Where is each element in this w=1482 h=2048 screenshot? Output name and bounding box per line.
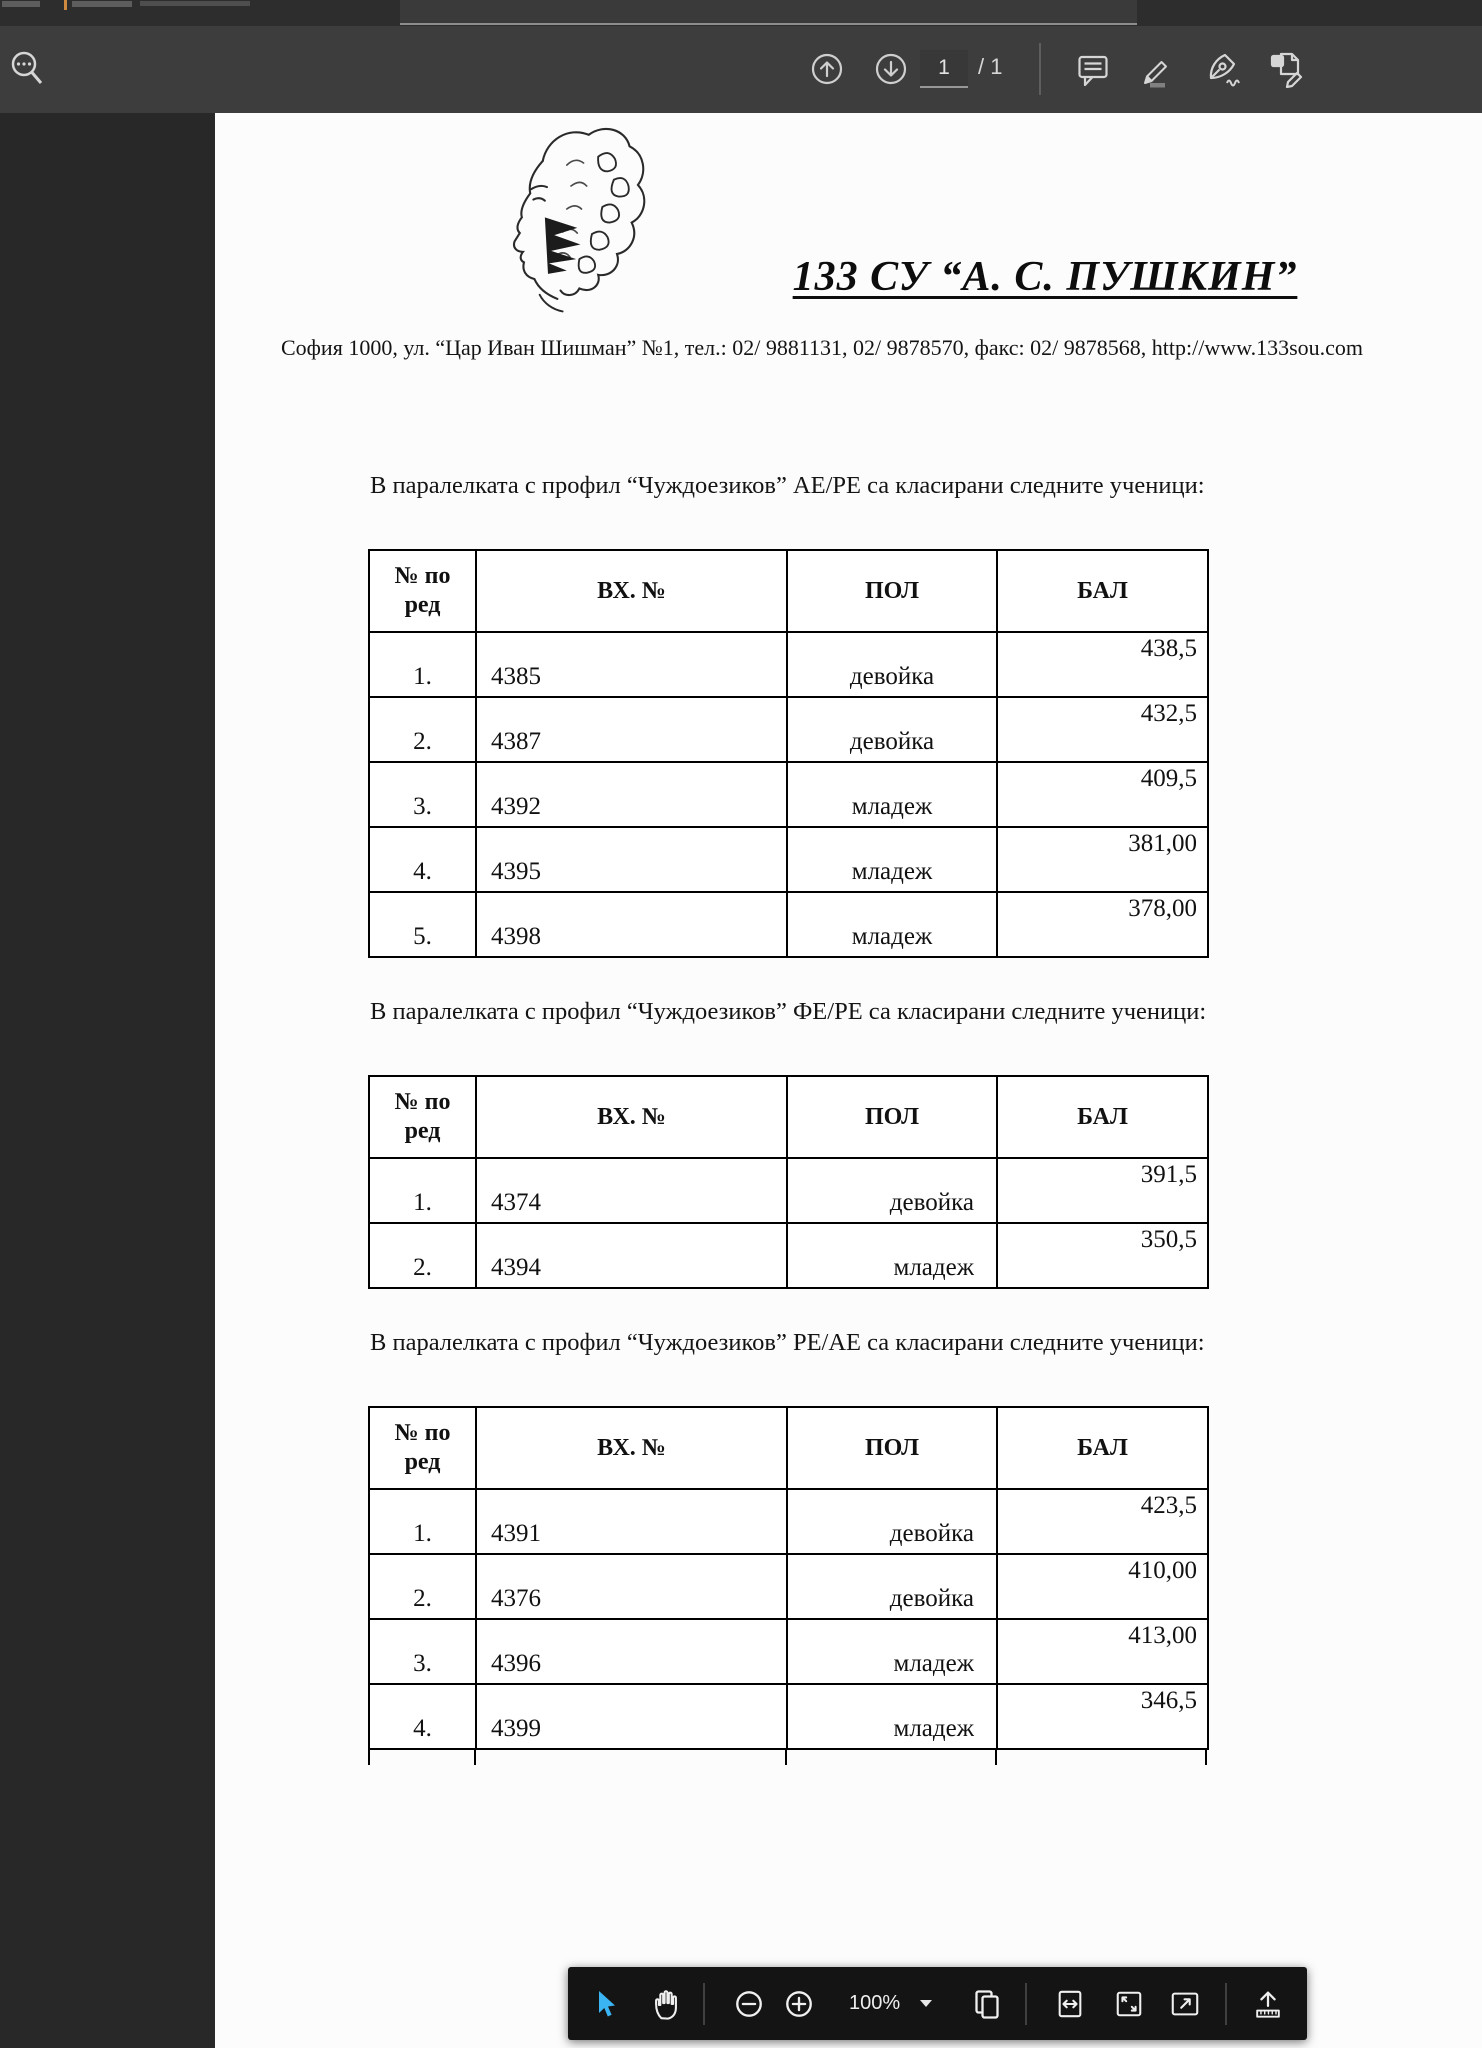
comment-icon[interactable] (1076, 52, 1110, 88)
dock-separator (1225, 1983, 1227, 2025)
cutoff-text-fragment (140, 1, 250, 6)
table-cell: младеж (787, 1684, 997, 1749)
column-header: № по ред (369, 550, 476, 632)
cursor-icon[interactable] (592, 1989, 618, 2019)
pushkin-portrait-sketch (443, 117, 653, 347)
upload-icon[interactable] (1252, 1988, 1284, 2020)
table-cell: 413,00 (997, 1619, 1208, 1684)
table-row (369, 697, 1208, 762)
table-cell: 438,5 (997, 632, 1208, 697)
bottom-dock-toolbar (568, 1967, 1307, 2040)
table-cell: младеж (787, 762, 997, 827)
table-cell: 346,5 (997, 1684, 1208, 1749)
table-row (369, 827, 1208, 892)
table-row (369, 1489, 1208, 1554)
ranking-table (368, 1075, 1209, 1289)
ranking-section (215, 997, 1482, 1289)
browser-tab-strip (0, 0, 1482, 26)
table-cell: 1. (369, 632, 476, 697)
signature-icon[interactable] (1203, 51, 1243, 89)
table-cell: 423,5 (997, 1489, 1208, 1554)
column-header: ВХ. № (476, 1407, 787, 1489)
ranking-table (368, 1406, 1209, 1750)
ranking-section (215, 471, 1482, 958)
table-cell: младеж (787, 1619, 997, 1684)
dock-separator (1025, 1983, 1027, 2025)
table-cell: младеж (787, 892, 997, 957)
column-header: ПОЛ (787, 1407, 997, 1489)
column-header: ПОЛ (787, 550, 997, 632)
table-cell: 4385 (476, 632, 787, 697)
school-address-line: София 1000, ул. “Цар Иван Шишман” №1, тел.: 02/ 9881131, 02/ 9878570, факс: 02/ 9878568, http://www.133sou.com (281, 335, 1364, 360)
table-cell: 4. (369, 1684, 476, 1749)
table-row (369, 632, 1208, 697)
document-sections (215, 471, 1482, 1805)
table-cell: девойка (787, 1554, 997, 1619)
cutoff-text-fragment (2, 1, 40, 7)
table-row (369, 1684, 1208, 1749)
table-cell: 432,5 (997, 697, 1208, 762)
table-cell: 4387 (476, 697, 787, 762)
section-intro-text: В паралелката с профил “Чуждоезиков” РЕ/АЕ са класирани следните ученици: (370, 1329, 1205, 1356)
column-header: ВХ. № (476, 550, 787, 632)
page-number-input[interactable] (920, 50, 968, 88)
ranking-table (368, 549, 1209, 958)
table-cell: 410,00 (997, 1554, 1208, 1619)
zoom-out-icon[interactable] (734, 1989, 764, 2019)
table-cell: 4398 (476, 892, 787, 957)
table-clipped-borders (368, 1750, 1482, 1766)
table-cell: 2. (369, 697, 476, 762)
page-down-icon[interactable] (872, 50, 910, 88)
pdf-page (215, 113, 1482, 2048)
zoom-level-label[interactable]: 100% (849, 1992, 901, 2014)
table-cell: 4. (369, 827, 476, 892)
stamp-icon[interactable] (1268, 50, 1308, 88)
pdf-toolbar (0, 26, 1482, 114)
table-cell: 2. (369, 1554, 476, 1619)
table-row (369, 892, 1208, 957)
table-cell: 378,00 (997, 892, 1208, 957)
ranking-section (215, 1328, 1482, 1766)
table-cell: 4374 (476, 1158, 787, 1223)
table-cell: 3. (369, 762, 476, 827)
column-header: № по ред (369, 1076, 476, 1158)
fit-page-icon[interactable] (1114, 1989, 1144, 2019)
cutoff-text-fragment (72, 1, 132, 7)
table-cell: 4392 (476, 762, 787, 827)
page-up-icon[interactable] (808, 50, 846, 88)
table-cell: 4394 (476, 1223, 787, 1288)
table-cell: младеж (787, 1223, 997, 1288)
table-header-row (369, 550, 1208, 632)
dock-separator (703, 1983, 705, 2025)
table-cell: 1. (369, 1489, 476, 1554)
table-cell: 381,00 (997, 827, 1208, 892)
table-cell: младеж (787, 827, 997, 892)
table-cell: 350,5 (997, 1223, 1208, 1288)
table-cell: 3. (369, 1619, 476, 1684)
column-header: ПОЛ (787, 1076, 997, 1158)
table-row (369, 1223, 1208, 1288)
column-header: БАЛ (997, 550, 1208, 632)
table-cell: девойка (787, 1489, 997, 1554)
table-row (369, 1158, 1208, 1223)
table-cell: 409,5 (997, 762, 1208, 827)
section-intro-text: В паралелката с профил “Чуждоезиков” АЕ/РЕ са класирани следните ученици: (370, 472, 1205, 499)
table-cell: девойка (787, 632, 997, 697)
table-cell: 391,5 (997, 1158, 1208, 1223)
table-cell: девойка (787, 1158, 997, 1223)
column-header: БАЛ (997, 1407, 1208, 1489)
fit-width-icon[interactable] (1055, 1988, 1085, 2020)
table-cell: девойка (787, 697, 997, 762)
page-count-label: / 1 (978, 54, 1003, 79)
zoom-in-icon[interactable] (784, 1989, 814, 2019)
text-caret (64, 0, 67, 10)
pdf-viewport[interactable] (0, 113, 1482, 2048)
hand-icon[interactable] (651, 1987, 681, 2021)
table-row (369, 1619, 1208, 1684)
table-header-row (369, 1407, 1208, 1489)
table-cell: 4396 (476, 1619, 787, 1684)
table-cell: 4391 (476, 1489, 787, 1554)
table-cell: 4395 (476, 827, 787, 892)
table-cell: 4399 (476, 1684, 787, 1749)
column-header: БАЛ (997, 1076, 1208, 1158)
table-cell: 2. (369, 1223, 476, 1288)
draw-icon[interactable] (1138, 51, 1174, 89)
table-row (369, 1554, 1208, 1619)
table-header-row (369, 1076, 1208, 1158)
find-icon[interactable] (8, 49, 48, 89)
section-intro-text: В паралелката с профил “Чуждоезиков” ФЕ/РЕ са класирани следните ученици: (370, 998, 1207, 1025)
column-header: ВХ. № (476, 1076, 787, 1158)
table-cell: 5. (369, 892, 476, 957)
table-cell: 1. (369, 1158, 476, 1223)
zoom-dropdown-caret-icon[interactable] (920, 2000, 932, 2007)
fullscreen-icon[interactable] (1169, 1989, 1201, 2019)
table-cell: 4376 (476, 1554, 787, 1619)
copy-page-icon[interactable] (972, 1988, 1002, 2020)
table-row (369, 762, 1208, 827)
school-title: 133 СУ “А. С. ПУШКИН” (792, 254, 1298, 300)
toolbar-separator (1039, 43, 1041, 95)
column-header: № по ред (369, 1407, 476, 1489)
browser-tab[interactable] (400, 0, 1137, 25)
